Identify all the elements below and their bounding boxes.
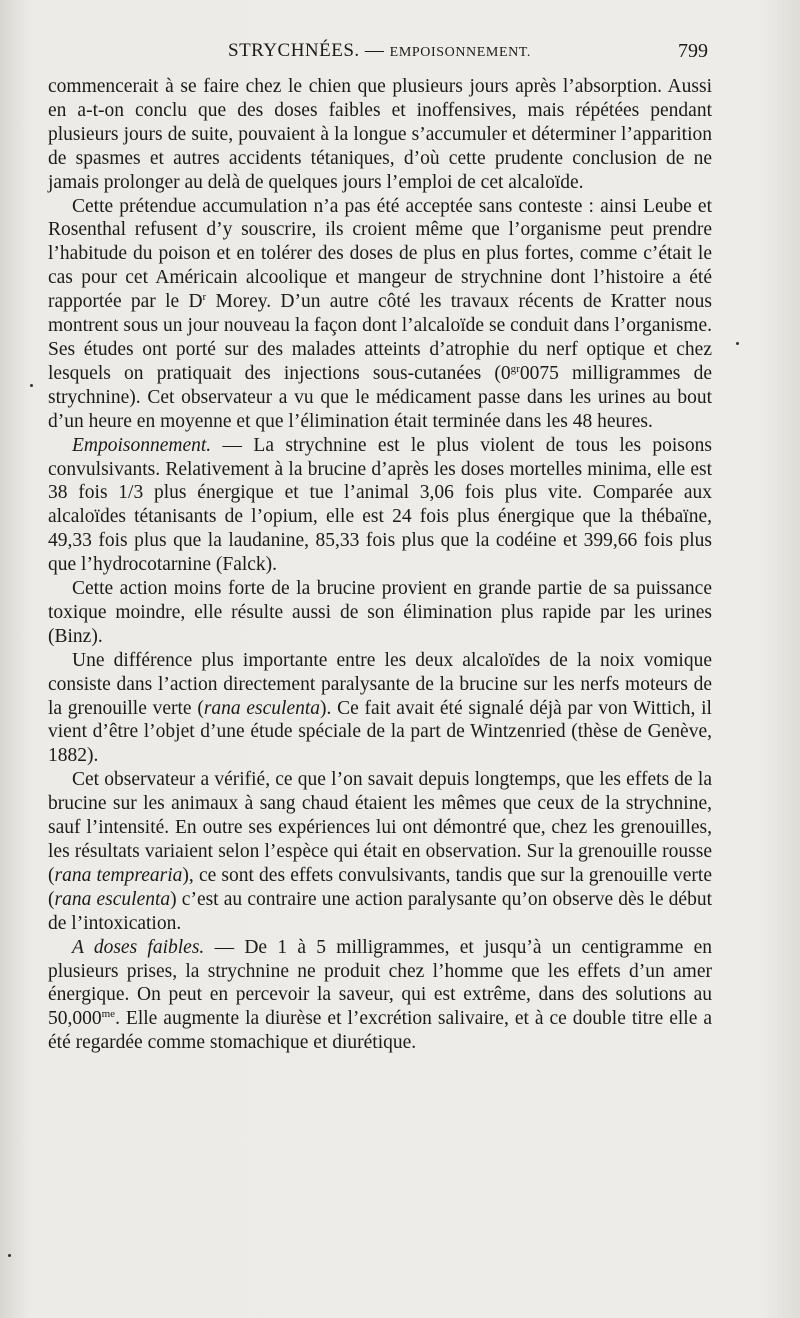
margin-mark: [30, 384, 33, 387]
margin-mark: [736, 342, 739, 345]
running-title: STRYCHNÉES. — EMPOISONNEMENT.: [228, 40, 532, 61]
paragraph: commencerait à se faire chez le chien que plusieurs jours après l’absorption. Aussi en a-t-on conclu que des doses faibles et inoffensives, mais répétées pendant plusieurs jours de suite, pouvaient à la longue s’accumuler et déterminer l’apparition de spasmes et autres accidents tétaniques, d’où cette prudente conclusion de ne jamais prolonger au delà de quelques jours l’emploi de cet alcaloïde.: [48, 76, 712, 193]
page-number: 799: [678, 40, 708, 62]
section-heading: A doses faibles.: [72, 936, 205, 958]
running-header: [48, 40, 712, 68]
body-text: [48, 75, 712, 1055]
paragraph: Empoisonnement. — La strychnine est le plus violent de tous les poisons convulsivants. Relativement à la brucine d’après les doses mortelles minima, elle est 38 fois 1/3 plus énergique et tue l’animal 3,06 fois plus vite. Comparée aux alcaloïdes tétanisants de l’opium, elle est 24 fois plus énergique que la thébaïne, 49,33 fois plus que la laudanine, 85,33 fois plus que la codéine et 399,66 fois plus que l’hydrocotarnine (Falck).: [48, 434, 712, 576]
paragraph: Cette action moins forte de la brucine provient en grande partie de sa puissance toxique moindre, elle résulte aussi de son élimination plus rapide par les urines (Binz).: [48, 578, 712, 647]
paragraph: A doses faibles. — De 1 à 5 milligrammes, et jusqu’à un centigramme en plusieurs prises, la strychnine ne produit chez l’homme que les effets d’un amer énergique. On peut en percevoir la saveur, qui est extrême, dans des solutions au $50,000^{me}$. Elle augmente la diurèse et l’excrétion salivaire, et à ce double titre elle a été regardée comme stomachique et diurétique.: [48, 936, 712, 1054]
paragraph: Cette prétendue accumulation n’a pas été acceptée sans conteste : ainsi Leube et Rosenthal refusent d’y souscrire, ils croient même que l’organisme peut prendre l’habitude du poison et en tolérer des doses de plus en plus fortes, comme c’était le cas pour cet Américain alcoolique et mangeur de strychnine dont l’histoire a été rapportée par le $D^r$ Morey. D’un autre côté les travaux récents de Kratter nous montrent sous un jour nouveau la façon dont l’alcaloïde se conduit dans l’organisme. Ses études ont porté sur des malades atteints d’atrophie du nerf optique et chez lesquels on pratiquait des injections sous-cutanées ($0^{gr}0075$ milligrammes de strychnine). Cet observateur a vu que le médicament passe dans les urines au bout d’un heure en moyenne et que l’élimination était terminée dans les 48 heures.: [48, 195, 712, 432]
section-title: EMPOISONNEMENT.: [389, 45, 532, 60]
margin-mark: [8, 1254, 11, 1257]
section-heading: Empoisonnement.: [72, 434, 212, 456]
paragraph: Une différence plus importante entre les deux alcaloïdes de la noix vomique consiste dans l’action directement paralysante de la brucine sur les nerfs moteurs de la grenouille verte (rana esculenta). Ce fait avait été signalé déjà par von Wittich, il vient d’être l’objet d’une étude spéciale de la part de Wintzenried (thèse de Genève, 1882).: [48, 649, 712, 767]
paragraph: Cet observateur a vérifié, ce que l’on savait depuis longtemps, que les effets de la brucine sur les animaux à sang chaud étaient les mêmes que ceux de la strychnine, sauf l’intensité. En outre ses expériences lui ont démontré que, chez les grenouilles, les résultats variaient selon l’espèce qui était en observation. Sur la grenouille rousse (rana temprearia), ce sont des effets convulsivants, tandis que sur la grenouille verte (rana esculenta) c’est au contraire une action paralysante qu’on observe dès le début de l’intoxication.: [48, 769, 712, 934]
